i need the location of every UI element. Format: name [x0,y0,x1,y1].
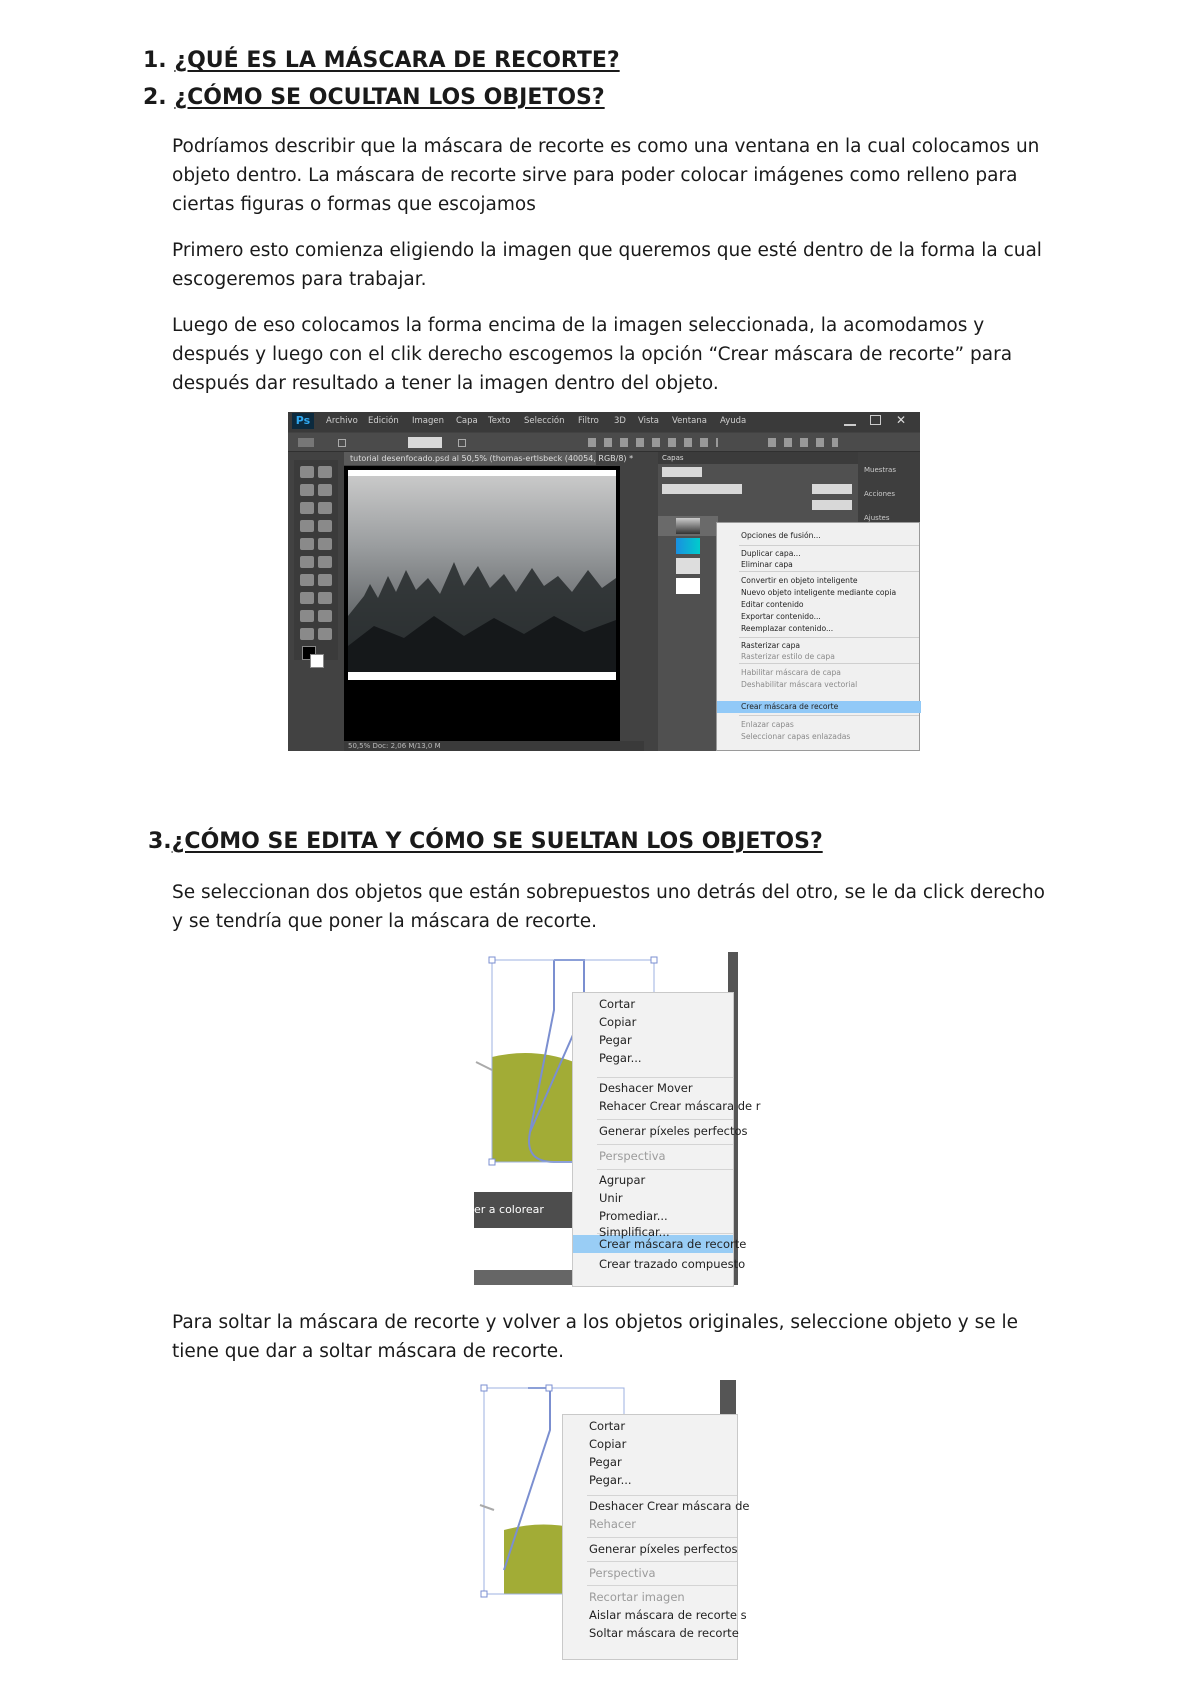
menu-item-pegar[interactable]: Pegar [589,1455,622,1469]
heading-2-text: ¿CÓMO SE OCULTAN LOS OBJETOS? [174,85,605,110]
menu-separator [587,1495,737,1496]
heading-2-number: 2. [143,85,167,110]
menu-item-perspectiva[interactable]: Perspectiva [589,1566,656,1580]
menu-item-pixeles-perfectos[interactable]: Generar píxeles perfectos [589,1542,738,1556]
ps-menu-ventana[interactable]: Ventana [672,416,707,426]
layer-thumbnail [676,578,700,594]
blend-mode-dropdown[interactable] [662,484,742,494]
menu-item-trazado-compuesto[interactable]: Crear trazado compuesto [599,1257,746,1271]
dodge-icon[interactable] [318,574,332,586]
ps-menu-item-exportar[interactable]: Exportar contenido... [741,612,821,621]
zoom-tool-icon[interactable] [318,628,332,640]
align-icons[interactable] [588,438,718,447]
menu-separator [739,715,919,716]
fill-field[interactable] [812,500,852,510]
paragraph-release: Para soltar la máscara de recorte y volver a los objetos originales, seleccione objeto y se le tiene que dar a soltar máscara de recorte. [172,1312,1019,1362]
menu-item-crear-mascara-recorte[interactable]: Crear máscara de recorte [599,1237,747,1251]
menu-separator [597,1144,733,1145]
illustrator-context-menu-2 [562,1414,750,1660]
close-icon[interactable]: ✕ [896,413,907,427]
ps-menu-filtro[interactable]: Filtro [578,416,599,426]
illustrator-screenshot-1 [474,952,761,1285]
layers-panel-title: Capas [658,452,858,464]
ps-menu-item-rasterizar[interactable]: Rasterizar capa [741,641,801,650]
menu-separator [587,1561,737,1562]
eraser-icon[interactable] [300,556,314,568]
menu-item-rehacer[interactable]: Rehacer Crear máscara de r [599,1099,761,1113]
menu-item-recortar-imagen[interactable]: Recortar imagen [589,1590,685,1604]
opacity-field[interactable] [812,484,852,494]
heading-2 [143,83,605,113]
layer-filter-dropdown[interactable] [662,467,702,477]
ps-menu-item-nuevo-objeto[interactable]: Nuevo objeto inteligente mediante copia [741,588,897,597]
ps-menu-archivo[interactable]: Archivo [326,416,358,426]
ps-menu-item-opciones-fusion[interactable]: Opciones de fusión... [741,531,821,540]
heading-3-number: 3. [148,829,172,854]
menu-item-copiar[interactable]: Copiar [599,1015,637,1029]
ps-menu-seleccion[interactable]: Selección [524,416,565,426]
path-select-icon[interactable] [300,610,314,622]
crop-tool-icon[interactable] [300,502,314,514]
ps-menu-item-editar-contenido[interactable]: Editar contenido [741,600,804,609]
layer-thumbnail [676,518,700,534]
menu-separator [739,663,919,664]
menu-separator [597,1119,733,1120]
bottom-panel [474,1270,574,1285]
ps-logo: Ps [292,413,314,429]
ps-menu-capa[interactable]: Capa [456,416,478,426]
heading-1-number: 1. [143,48,167,73]
illustrator-context-menu-1 [572,992,761,1287]
menu-item-copiar[interactable]: Copiar [589,1437,627,1451]
menu-item-pegar-especial[interactable]: Pegar... [589,1473,632,1487]
heading-3-text: ¿CÓMO SE EDITA Y CÓMO SE SUELTAN LOS OBJETOS? [171,829,823,854]
brush-tool-icon[interactable] [318,520,332,532]
menu-separator [739,571,919,572]
ps-menu-item-rasterizar-estilo[interactable]: Rasterizar estilo de capa [741,652,835,661]
menu-separator [739,637,919,638]
ps-menu-ayuda[interactable]: Ayuda [720,416,747,426]
ps-menu-vista[interactable]: Vista [638,416,659,426]
menu-item-cortar[interactable]: Cortar [589,1419,626,1433]
colorear-button[interactable]: er a colorear [474,1192,574,1228]
ps-toolbox [294,460,338,660]
foggy-forest-image [344,466,620,741]
menu-item-pegar-especial[interactable]: Pegar... [599,1051,642,1065]
ps-menubar [288,412,920,432]
photoshop-screenshot [288,412,920,751]
magic-wand-icon[interactable] [318,484,332,496]
menu-item-aislar-mascara[interactable]: Aislar máscara de recorte s [589,1608,747,1622]
menu-item-rehacer[interactable]: Rehacer [589,1517,637,1531]
ps-context-menu [716,522,920,751]
shape-tool-icon[interactable] [318,610,332,622]
distribute-icons[interactable] [768,438,838,447]
menu-item-unir[interactable]: Unir [599,1191,623,1205]
blur-icon[interactable] [300,574,314,586]
heading-3 [148,827,823,857]
gradient-icon[interactable] [318,556,332,568]
illustrator-screenshot-2 [480,1380,750,1658]
layer-thumbnail [676,538,700,554]
marquee-tool-icon[interactable] [300,466,314,478]
menu-item-pegar[interactable]: Pegar [599,1033,632,1047]
menu-item-deshacer[interactable]: Deshacer Crear máscara de [589,1499,750,1513]
menu-item-agrupar[interactable]: Agrupar [599,1173,646,1187]
ps-menu-item-habilitar-mascara[interactable]: Habilitar máscara de capa [741,668,841,677]
menu-item-simplificar[interactable]: Simplificar... [599,1225,670,1239]
stamp-tool-icon[interactable] [300,538,314,550]
ps-options-bar [288,433,920,452]
menu-item-cortar[interactable]: Cortar [599,997,636,1011]
ps-status-bar: 50,5% Doc: 2,06 M/13,0 M [344,741,644,751]
select-dropdown[interactable] [408,437,442,448]
maximize-icon[interactable] [870,415,881,425]
menu-separator [597,1169,733,1170]
menu-item-perspectiva[interactable]: Perspectiva [599,1149,666,1163]
layer-thumbnail [676,558,700,574]
menu-item-pixeles-perfectos[interactable]: Generar píxeles perfectos [599,1124,748,1138]
history-brush-icon[interactable] [318,538,332,550]
minimize-icon[interactable] [844,416,856,426]
type-tool-icon[interactable] [318,592,332,604]
menu-item-promediar[interactable]: Promediar... [599,1209,668,1223]
move-tool-icon[interactable] [298,438,314,447]
move-tool-icon[interactable] [318,466,332,478]
dock-item-ajustes[interactable]: Ajustes [864,514,890,522]
ps-menu-texto[interactable]: Texto [488,416,511,426]
checkbox-icon[interactable] [458,439,466,447]
paragraph-definition: Podríamos describir que la máscara de recorte es como una ventana en la cual colocamos un objeto dentro. La máscara de recorte sirve para poder colocar imágenes como relleno para ciertas figuras o formas que escojamos [172,136,1040,215]
healing-brush-icon[interactable] [300,520,314,532]
ps-document-tab[interactable]: tutorial desenfocado.psd al 50,5% (thomas-ertlsbeck (40054, RGB/8) * [344,452,596,465]
menu-separator [739,545,919,546]
ps-menu-item-convertir-objeto[interactable]: Convertir en objeto inteligente [741,576,858,585]
lasso-tool-icon[interactable] [300,484,314,496]
checkbox-icon[interactable] [338,439,346,447]
ps-menu-item-duplicar-capa[interactable]: Duplicar capa... [741,549,801,558]
dock-item-acciones[interactable]: Acciones [864,490,895,498]
ps-menu-item-eliminar-capa[interactable]: Eliminar capa [741,560,793,569]
ps-menu-3d[interactable]: 3D [614,416,626,426]
menu-item-deshacer-mover[interactable]: Deshacer Mover [599,1081,693,1095]
menu-separator [587,1537,737,1538]
menu-separator [597,1077,733,1078]
ps-menu-item-crear-mascara-recorte[interactable]: Crear máscara de recorte [741,702,839,711]
ps-menu-item-seleccionar-enlazadas[interactable]: Seleccionar capas enlazadas [741,732,851,741]
pen-tool-icon[interactable] [300,592,314,604]
ps-menu-edicion[interactable]: Edición [368,416,399,426]
heading-1-text: ¿QUÉ ES LA MÁSCARA DE RECORTE? [174,48,620,73]
eyedropper-icon[interactable] [318,502,332,514]
dock-item-muestras[interactable]: Muestras [864,466,896,474]
paragraph-step-1: Primero esto comienza eligiendo la imagen que queremos que esté dentro de la forma la cual escogeremos para trabajar. [172,240,1042,290]
hand-tool-icon[interactable] [300,628,314,640]
menu-item-soltar-mascara-recorte[interactable]: Soltar máscara de recorte [589,1626,739,1640]
ps-menu-imagen[interactable]: Imagen [412,416,445,426]
background-color-swatch[interactable] [310,654,324,668]
heading-1 [143,46,620,76]
ps-menu-item-enlazar-capas[interactable]: Enlazar capas [741,720,794,729]
ps-canvas [344,466,620,741]
ps-menu-item-reemplazar[interactable]: Reemplazar contenido... [741,624,834,633]
paragraph-edit: Se seleccionan dos objetos que están sobrepuestos uno detrás del otro, se le da click derecho y se tendría que poner la máscara de recorte. [172,882,1045,932]
menu-separator [587,1585,737,1586]
paragraph-step-2: Luego de eso colocamos la forma encima de la imagen seleccionada, la acomodamos y después y luego con el clik derecho escogemos la opción “Crear máscara de recorte” para después dar resultado a tener la imagen dentro del objeto. [172,315,1013,394]
ps-menu-item-deshabilitar-mascara[interactable]: Deshabilitar máscara vectorial [741,680,858,689]
